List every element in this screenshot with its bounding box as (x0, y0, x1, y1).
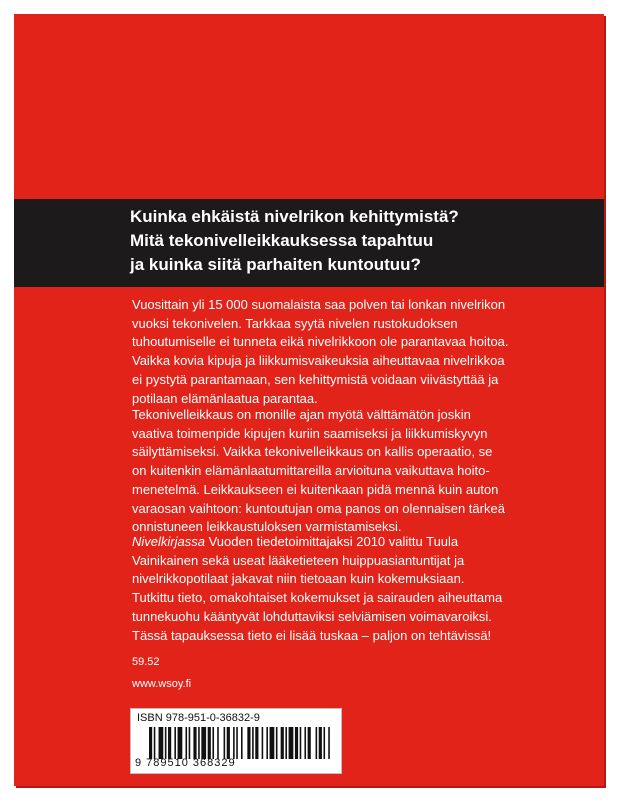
book-back-cover (14, 14, 604, 786)
question-line: Mitä tekonivelleikkauksessa tapahtuu (130, 231, 434, 250)
text-line: onnistuneen leikkaustuloksen varmistamiseksi. (132, 519, 402, 535)
question-band (14, 199, 604, 287)
isbn-text: ISBN 978-951-0-36832-9 (137, 712, 260, 724)
text-line: Vuosittain yli 15 000 suomalaista saa polven tai lonkan nivelrikon (132, 297, 506, 312)
text-line: varaosan vaihtoon: kuntoutujan oma panos on olennaisen tärkeä (132, 500, 505, 516)
barcode-number: 9 789510 368329 (135, 757, 236, 769)
text-fragment: Vuoden tiedetoimittajaksi 2010 valittu Tuula (204, 534, 459, 549)
text-line: säilyttämiseksi. Vaikka tekonivelleikkaus on kallis operaatio, se (132, 444, 493, 460)
text-line: vaativa toimenpide kipujen kuriin saamiseksi ja liikkumiskyvyn (132, 425, 488, 441)
text-line: ei pystytä parantamaan, sen kehittymistä voidaan viivästyttää ja (132, 371, 499, 387)
question-line: ja kuinka siitä parhaiten kuntoutuu? (130, 255, 421, 274)
paragraph-3 (132, 533, 592, 645)
text-line: Tekonivelleikkaus on monille ajan myötä välttämätön joskin (132, 407, 471, 422)
text-line: Tässä tapauksessa tieto ei lisää tuskaa – paljon on tehtävissä! (132, 627, 492, 643)
text-line: nivelrikkopotilaat jakavat niin tietoaan kuin kokemuksiaan. (132, 571, 465, 587)
paragraph-2 (132, 406, 592, 537)
text-line: on kuitenkin elämänlaatumittareilla arvioituna vaikuttava hoito- (132, 463, 490, 479)
text-line: vuoksi tekonivelen. Tarkkaa syytä nivelen rustokudoksen (132, 315, 458, 331)
text-line: Vaikka kovia kipuja ja liikkumisvaikeuksia aiheuttavaa nivelrikkoa (132, 353, 505, 369)
text-line: Vainikainen sekä useat lääketieteen huippuasiantuntijat ja (132, 552, 465, 568)
text-line: Tutkittu tieto, omakohtaiset kokemukset ja sairauden aiheuttama (132, 590, 503, 606)
text-line: tuhoutumiselle ei tunneta eikä nivelrikkoon ole parantavaa hoitoa. (132, 334, 509, 350)
barcode-label (130, 708, 342, 774)
text-line: potilaan elämänlaatua parantaa. (132, 390, 318, 406)
classification-code: 59.52 (132, 656, 160, 668)
publisher-website: www.wsoy.fi (132, 678, 192, 690)
book-title-italic: Nivelkirjassa (132, 534, 205, 549)
question-line: Kuinka ehkäistä nivelrikon kehittymistä? (130, 207, 459, 226)
barcode-image (149, 727, 333, 759)
text-line: tunnekuohu kääntyvät lohduttaviksi selviämisen voimavaroiksi. (132, 608, 492, 624)
text-line (132, 533, 592, 552)
paragraph-1 (132, 296, 592, 408)
text-line: menetelmä. Leikkaukseen ei kuitenkaan pidä mennä kuin auton (132, 481, 499, 497)
